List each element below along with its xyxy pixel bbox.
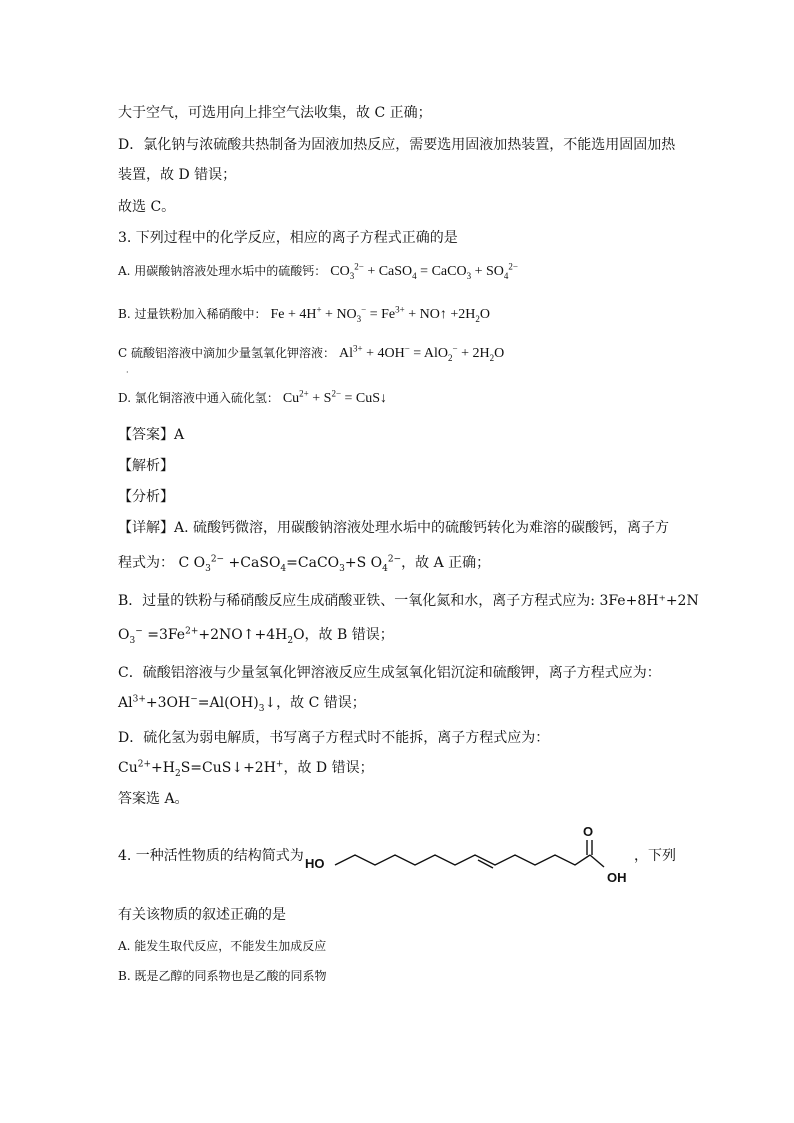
detail-d-line2	[118, 759, 374, 777]
mol-oh-label: OH	[607, 870, 627, 885]
q4-option-a: A. 能发生取代反应，不能发生加成反应	[118, 939, 327, 953]
structure-formula	[305, 822, 635, 890]
decorative-dot: ·	[126, 368, 129, 377]
double-bond	[478, 860, 493, 868]
detail-d-line1: D．硫化氢为弱电解质，书写离子方程式时不能拆，离子方程式应为：	[118, 730, 550, 746]
text-line: 故选 C。	[118, 199, 176, 215]
question-4-stem-suffix: ，下列	[634, 848, 676, 864]
text-line: 装置，故 D 错误；	[118, 167, 237, 183]
question-4-stem-cont: 有关该物质的叙述正确的是	[118, 907, 286, 923]
detail-c-line1: C．硫酸铝溶液与少量氢氧化钾溶液反应生成氢氧化铝沉淀和硫酸钾，离子方程式应为：	[118, 665, 661, 681]
text-line: D．氯化钠与浓硫酸共热制备为固液加热反应，需要选用固液加热装置，不能选用固固加热	[118, 137, 676, 153]
q3-option-d	[118, 389, 387, 408]
fenxi-tag: 【分析】	[118, 489, 174, 505]
option-prefix: D. 氯化铜溶液中通入硫化氢：	[118, 391, 279, 405]
equation: $Fe + 4H^+ + NO_3^- = Fe^{3+}$ + NO↑ $+2H_2O$	[270, 304, 490, 324]
equation: $O_3^-$ $=3Fe^{2+}+2NO↑+4H_2O$	[118, 626, 305, 646]
jiexi-tag: 【解析】	[118, 458, 174, 474]
question-3-stem: 3. 下列过程中的化学反应，相应的离子方程式正确的是	[118, 230, 458, 246]
equation: $Cu^{2+} + S^{2-}$ = CuS↓	[282, 388, 388, 406]
option-prefix: C 硫酸铝溶液中滴加少量氢氧化钾溶液：	[118, 346, 335, 360]
text-line: 大于空气，可选用向上排空气法收集，故 C 正确；	[118, 105, 432, 121]
question-4-stem	[118, 847, 304, 865]
q4-option-b: B. 既是乙醇的同系物也是乙酸的同系物	[118, 969, 327, 983]
stem-text: 4. 一种活性物质的结构简式为	[118, 848, 304, 864]
detail-b-line1: B．过量的铁粉与稀硝酸反应生成硝酸亚铁、一氧化氮和水，离子方程式应为: 3Fe+8H⁺+2N	[118, 593, 699, 609]
option-prefix: A. 用碳酸钠溶液处理水垢中的硫酸钙：	[118, 264, 327, 278]
detail-text: ，故 D 错误；	[283, 760, 374, 776]
mol-o-label: O	[583, 824, 594, 839]
detail-b-line2	[118, 626, 394, 644]
equation: $Cu^{2+}+H_2S=CuS↓+2H^+$	[118, 759, 284, 779]
detail-text: A. 硫酸钙微溶，用碳酸钠溶液处理水垢中的硫酸钙转化为难溶的碳酸钙，离子方	[174, 520, 670, 536]
hydroxyl-bond	[590, 855, 604, 867]
detail-text: ，故 C 错误；	[276, 695, 366, 711]
option-prefix: B. 过量铁粉加入稀硝酸中：	[118, 307, 267, 321]
final-answer: 答案选 A。	[118, 791, 189, 807]
answer-line	[118, 426, 184, 444]
detail-c-line2	[118, 694, 366, 712]
equation: $CO_3^{2-}$ + CaSO$_4$ = CaCO$_3$ + $SO_4^{2-}$	[330, 261, 518, 281]
answer-tag: 【答案】	[118, 427, 174, 443]
equation: C $O_3^{2-}$ +CaSO$_4$=CaCO$_3$+S $O_4^{2-}$	[174, 554, 402, 574]
mol-ho-label: HO	[305, 856, 325, 871]
detail-tag: 【详解】	[118, 520, 174, 536]
carbon-chain	[335, 855, 590, 865]
answer-value: A	[174, 427, 185, 443]
detail-text: 程式为：	[118, 555, 174, 571]
detail-text: ，故 A 正确；	[401, 555, 491, 571]
equation: $Al^{3+}+3OH^-=Al(OH)_3↓$	[118, 694, 277, 714]
equation: $Al^{3+} + 4OH^- = AlO_2^- + 2H_2O$	[339, 343, 505, 363]
q3-option-c	[118, 344, 504, 363]
q3-option-b	[118, 305, 490, 324]
q3-option-a	[118, 262, 518, 281]
detail-a-line1	[118, 519, 669, 537]
detail-text: ，故 B 错误；	[304, 627, 394, 643]
detail-a-line2	[118, 554, 490, 572]
